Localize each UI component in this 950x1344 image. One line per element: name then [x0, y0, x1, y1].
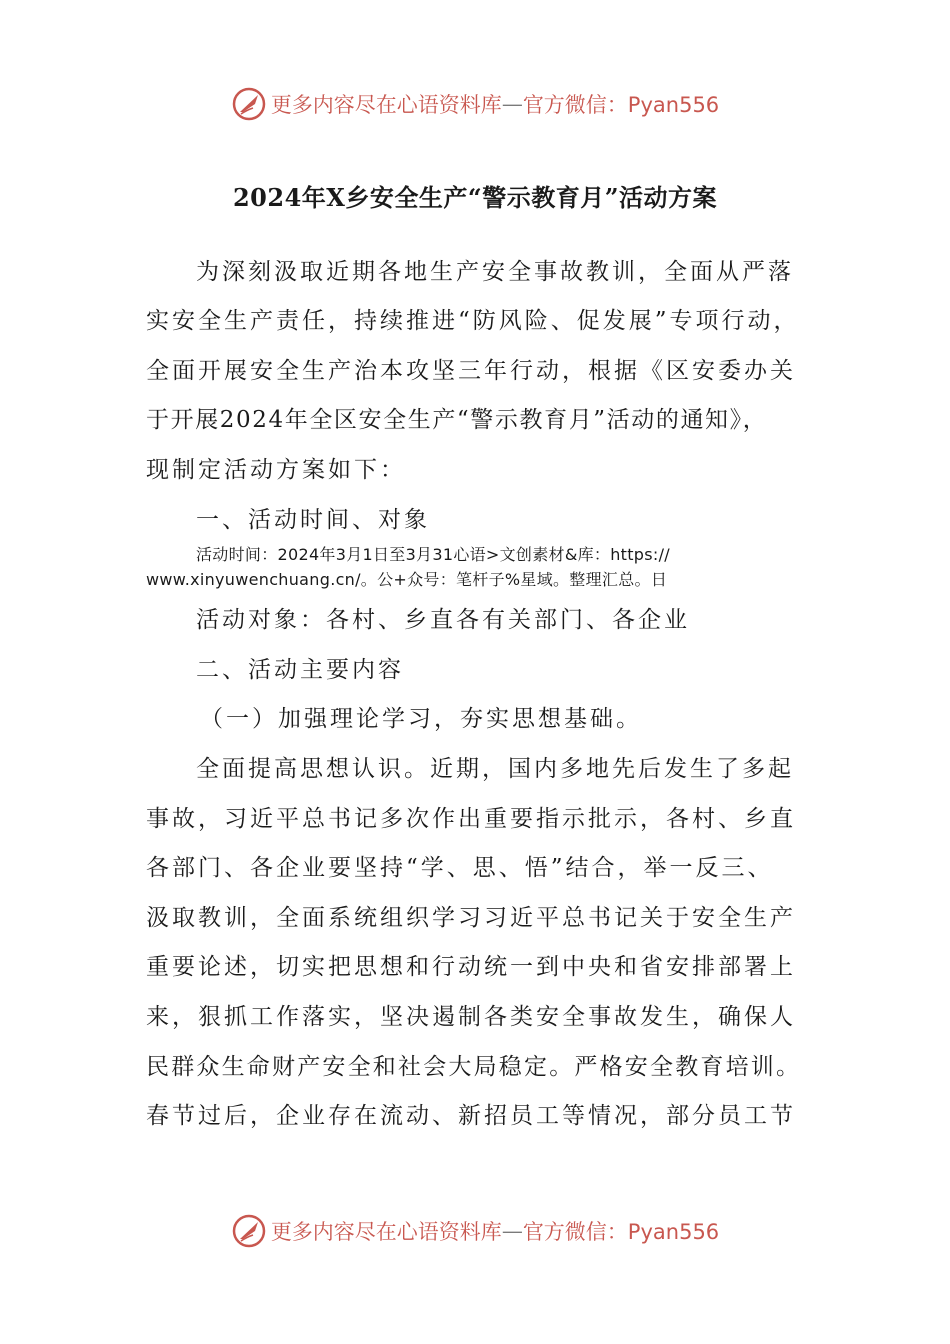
paragraph-line: 各部门、各企业要坚持“学、思、悟”结合，举一反三、: [146, 855, 774, 881]
section-heading: 二、活动主要内容: [196, 657, 404, 683]
footer-watermark: [0, 1211, 950, 1251]
paragraph-line: 来，狠抓工作落实，坚决遏制各类安全事故发生，确保人: [146, 1004, 796, 1030]
paragraph-line: 全面开展安全生产治本攻坚三年行动，根据《区安委办关: [146, 358, 796, 384]
watermark-brand: 更多内容尽在心语资料库: [270, 1220, 502, 1244]
subsection-heading: （一）加强理论学习，夯实思想基础。: [200, 706, 642, 732]
watermark-account: 官方微信：Pyan556: [522, 1220, 720, 1244]
paragraph-line: 于开展2024年全区安全生产“警示教育月”活动的通知》，: [146, 407, 768, 433]
quill-logo-icon: [231, 86, 267, 122]
paragraph-line: 全面提高思想认识。近期，国内多地先后发生了多起: [196, 756, 794, 782]
quill-logo-icon: [231, 1213, 267, 1249]
watermark-brand: 更多内容尽在心语资料库: [270, 93, 502, 117]
watermark-account: 官方微信：Pyan556: [522, 93, 720, 117]
watermark-separator: —: [501, 1219, 523, 1243]
document-title: 2024年X乡安全生产“警示教育月”活动方案: [232, 183, 718, 212]
paragraph-line: 事故，习近平总书记多次作出重要指示批示，各村、乡直: [146, 806, 796, 832]
paragraph-line: 为深刻汲取近期各地生产安全事故教训，全面从严落: [196, 259, 794, 285]
activity-time-line: 活动时间：2024年3月1日至3月31心语>文创素材&库：https://: [196, 545, 670, 564]
paragraph-line: 汲取教训，全面系统组织学习习近平总书记关于安全生产: [146, 905, 796, 931]
section-heading: 一、活动时间、对象: [196, 507, 430, 533]
header-watermark: [0, 84, 950, 124]
paragraph-line: 实安全生产责任，持续推进“防风险、促发展”专项行动，: [146, 308, 800, 334]
paragraph-line: 重要论述，切实把思想和行动统一到中央和省安排部署上: [146, 954, 796, 980]
paragraph-line: 春节过后，企业存在流动、新招员工等情况，部分员工节: [146, 1103, 796, 1129]
paragraph-line: 现制定活动方案如下：: [146, 457, 406, 483]
activity-time-line-cont: www.xinyuwenchuang.cn/。公+众号：笔杆子%星域。整理汇总。日: [146, 570, 668, 589]
activity-target-line: 活动对象：各村、乡直各有关部门、各企业: [196, 607, 690, 633]
paragraph-line: 民群众生命财产安全和社会大局稳定。严格安全教育培训。: [146, 1054, 802, 1080]
watermark-separator: —: [501, 92, 523, 116]
